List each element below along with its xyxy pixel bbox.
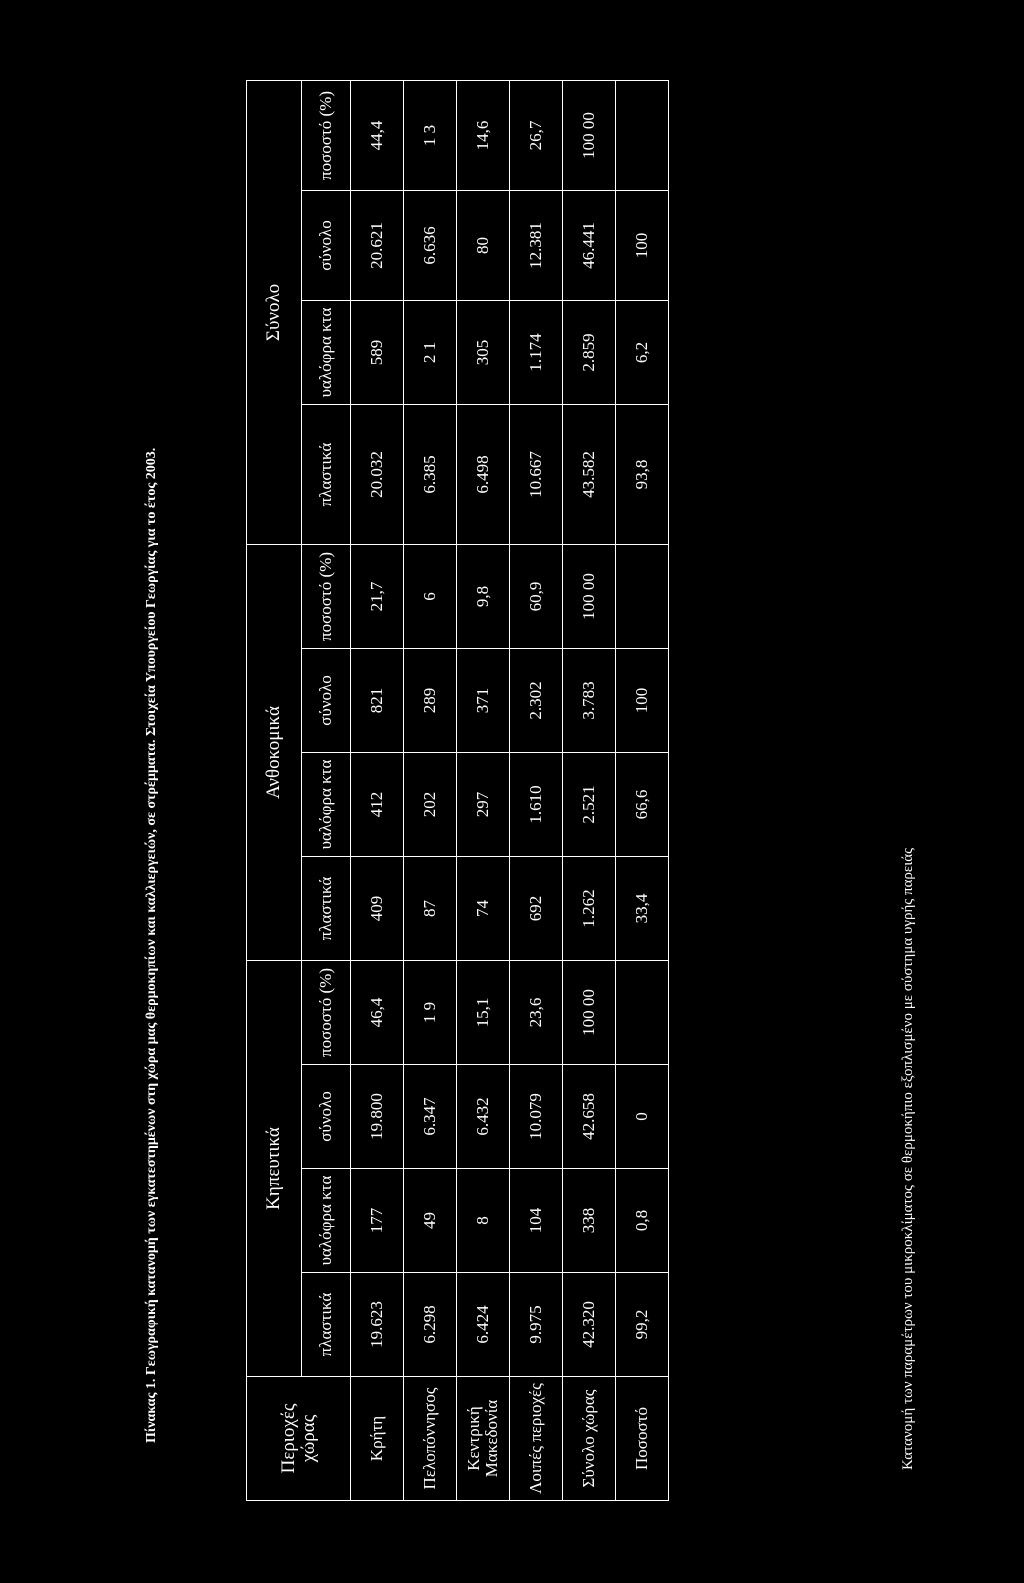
value-cell: 26,7 (510, 80, 563, 190)
region-cell: Λοιπές περιοχές (510, 1377, 563, 1501)
table-row (457, 80, 510, 1500)
value-cell: 3.783 (563, 649, 616, 753)
value-cell: 49 (404, 1169, 457, 1273)
value-cell: 100 (616, 649, 669, 753)
table-row (563, 80, 616, 1500)
value-cell: 202 (404, 753, 457, 857)
value-cell: 6.347 (404, 1065, 457, 1169)
value-cell: 6.636 (404, 190, 457, 300)
value-cell: 1.610 (510, 753, 563, 857)
value-cell: 2.302 (510, 649, 563, 753)
page-footer: Κατανομή των παραμέτρων του μικροκλίματος σε θερμοκήπιο εξοπλισμένο με σύστημα υγρής παρειάς (900, 847, 916, 1470)
table-row (351, 80, 404, 1500)
value-cell: 6.498 (457, 404, 510, 544)
value-cell: 338 (563, 1169, 616, 1273)
region-cell: Πελοπόννησος (404, 1377, 457, 1501)
value-cell: 100 00 (563, 80, 616, 190)
value-cell: 19.800 (351, 1065, 404, 1169)
value-cell: 6.298 (404, 1273, 457, 1377)
sub-header: σύνολο (302, 1065, 351, 1169)
table-row (510, 80, 563, 1500)
value-cell: 46.441 (563, 190, 616, 300)
value-cell: 100 00 (563, 544, 616, 648)
value-cell (616, 80, 669, 190)
value-cell: 1 3 (404, 80, 457, 190)
value-cell: 6.432 (457, 1065, 510, 1169)
value-cell: 21,7 (351, 544, 404, 648)
value-cell: 6.424 (457, 1273, 510, 1377)
value-cell: 20.032 (351, 404, 404, 544)
value-cell: 409 (351, 857, 404, 961)
value-cell: 46,4 (351, 961, 404, 1065)
value-cell: 371 (457, 649, 510, 753)
table-caption: Πίνακας 1. Γεωγραφική κατανομή των εγκατεστημένων στη χώρα μας θερμοκηπίων και καλλιεργειών, σε στρέμματα. Στοιχεία Υπουργείου Γεωργίας για το έτος 2003. (144, 447, 159, 1443)
sub-header: πλαστικά (302, 404, 351, 544)
value-cell: 74 (457, 857, 510, 961)
value-cell: 1.174 (510, 300, 563, 404)
value-cell: 1 9 (404, 961, 457, 1065)
value-cell (616, 544, 669, 648)
sub-header: ποσοστό (%) (302, 80, 351, 190)
sub-header: υαλόφρα κτα (302, 300, 351, 404)
value-cell: 2.521 (563, 753, 616, 857)
value-cell: 305 (457, 300, 510, 404)
value-cell: 99,2 (616, 1273, 669, 1377)
value-cell: 12.381 (510, 190, 563, 300)
value-cell: 177 (351, 1169, 404, 1273)
value-cell: 589 (351, 300, 404, 404)
value-cell: 33,4 (616, 857, 669, 961)
value-cell: 6,2 (616, 300, 669, 404)
group-header: Σύνολο (247, 80, 302, 544)
value-cell: 14,6 (457, 80, 510, 190)
value-cell: 43.582 (563, 404, 616, 544)
sub-header: σύνολο (302, 649, 351, 753)
sub-header: ποσοστό (%) (302, 961, 351, 1065)
value-cell: 42.320 (563, 1273, 616, 1377)
value-cell: 93,8 (616, 404, 669, 544)
value-cell: 10.079 (510, 1065, 563, 1169)
value-cell: 42.658 (563, 1065, 616, 1169)
sub-header: πλαστικά (302, 1273, 351, 1377)
group-header: Κηπευτικά (247, 961, 302, 1377)
table-row (616, 80, 669, 1500)
value-cell: 2 1 (404, 300, 457, 404)
value-cell: 23,6 (510, 961, 563, 1065)
value-cell: 87 (404, 857, 457, 961)
value-cell: 44,4 (351, 80, 404, 190)
value-cell: 104 (510, 1169, 563, 1273)
value-cell: 1.262 (563, 857, 616, 961)
group-header: Ανθοκομικά (247, 544, 302, 960)
value-cell: 9,8 (457, 544, 510, 648)
value-cell: 100 00 (563, 961, 616, 1065)
value-cell: 15,1 (457, 961, 510, 1065)
value-cell: 100 (616, 190, 669, 300)
region-cell: Κρήτη (351, 1377, 404, 1501)
value-cell: 66,6 (616, 753, 669, 857)
value-cell: 692 (510, 857, 563, 961)
corner-header: Περιοχές χώρας (247, 1377, 351, 1501)
value-cell: 297 (457, 753, 510, 857)
sub-header: σύνολο (302, 190, 351, 300)
value-cell: 80 (457, 190, 510, 300)
value-cell: 6.385 (404, 404, 457, 544)
region-cell: Ποσοστό (616, 1377, 669, 1501)
region-cell: Κεντρική Μακεδονία (457, 1377, 510, 1501)
value-cell: 9.975 (510, 1273, 563, 1377)
sub-header: ποσοστό (%) (302, 544, 351, 648)
sub-header: υαλόφρα κτα (302, 1169, 351, 1273)
value-cell: 20.621 (351, 190, 404, 300)
sub-header: πλαστικά (302, 857, 351, 961)
value-cell: 60,9 (510, 544, 563, 648)
value-cell: 821 (351, 649, 404, 753)
sub-header: υαλόφρα κτα (302, 753, 351, 857)
value-cell: 0,8 (616, 1169, 669, 1273)
value-cell (616, 961, 669, 1065)
region-cell: Σύνολο χώρας (563, 1377, 616, 1501)
value-cell: 412 (351, 753, 404, 857)
value-cell: 6 (404, 544, 457, 648)
value-cell: 10.667 (510, 404, 563, 544)
value-cell: 19.623 (351, 1273, 404, 1377)
value-cell: 289 (404, 649, 457, 753)
value-cell: 8 (457, 1169, 510, 1273)
value-cell: 2.859 (563, 300, 616, 404)
data-table (246, 80, 669, 1501)
value-cell: 0 (616, 1065, 669, 1169)
table-row (404, 80, 457, 1500)
